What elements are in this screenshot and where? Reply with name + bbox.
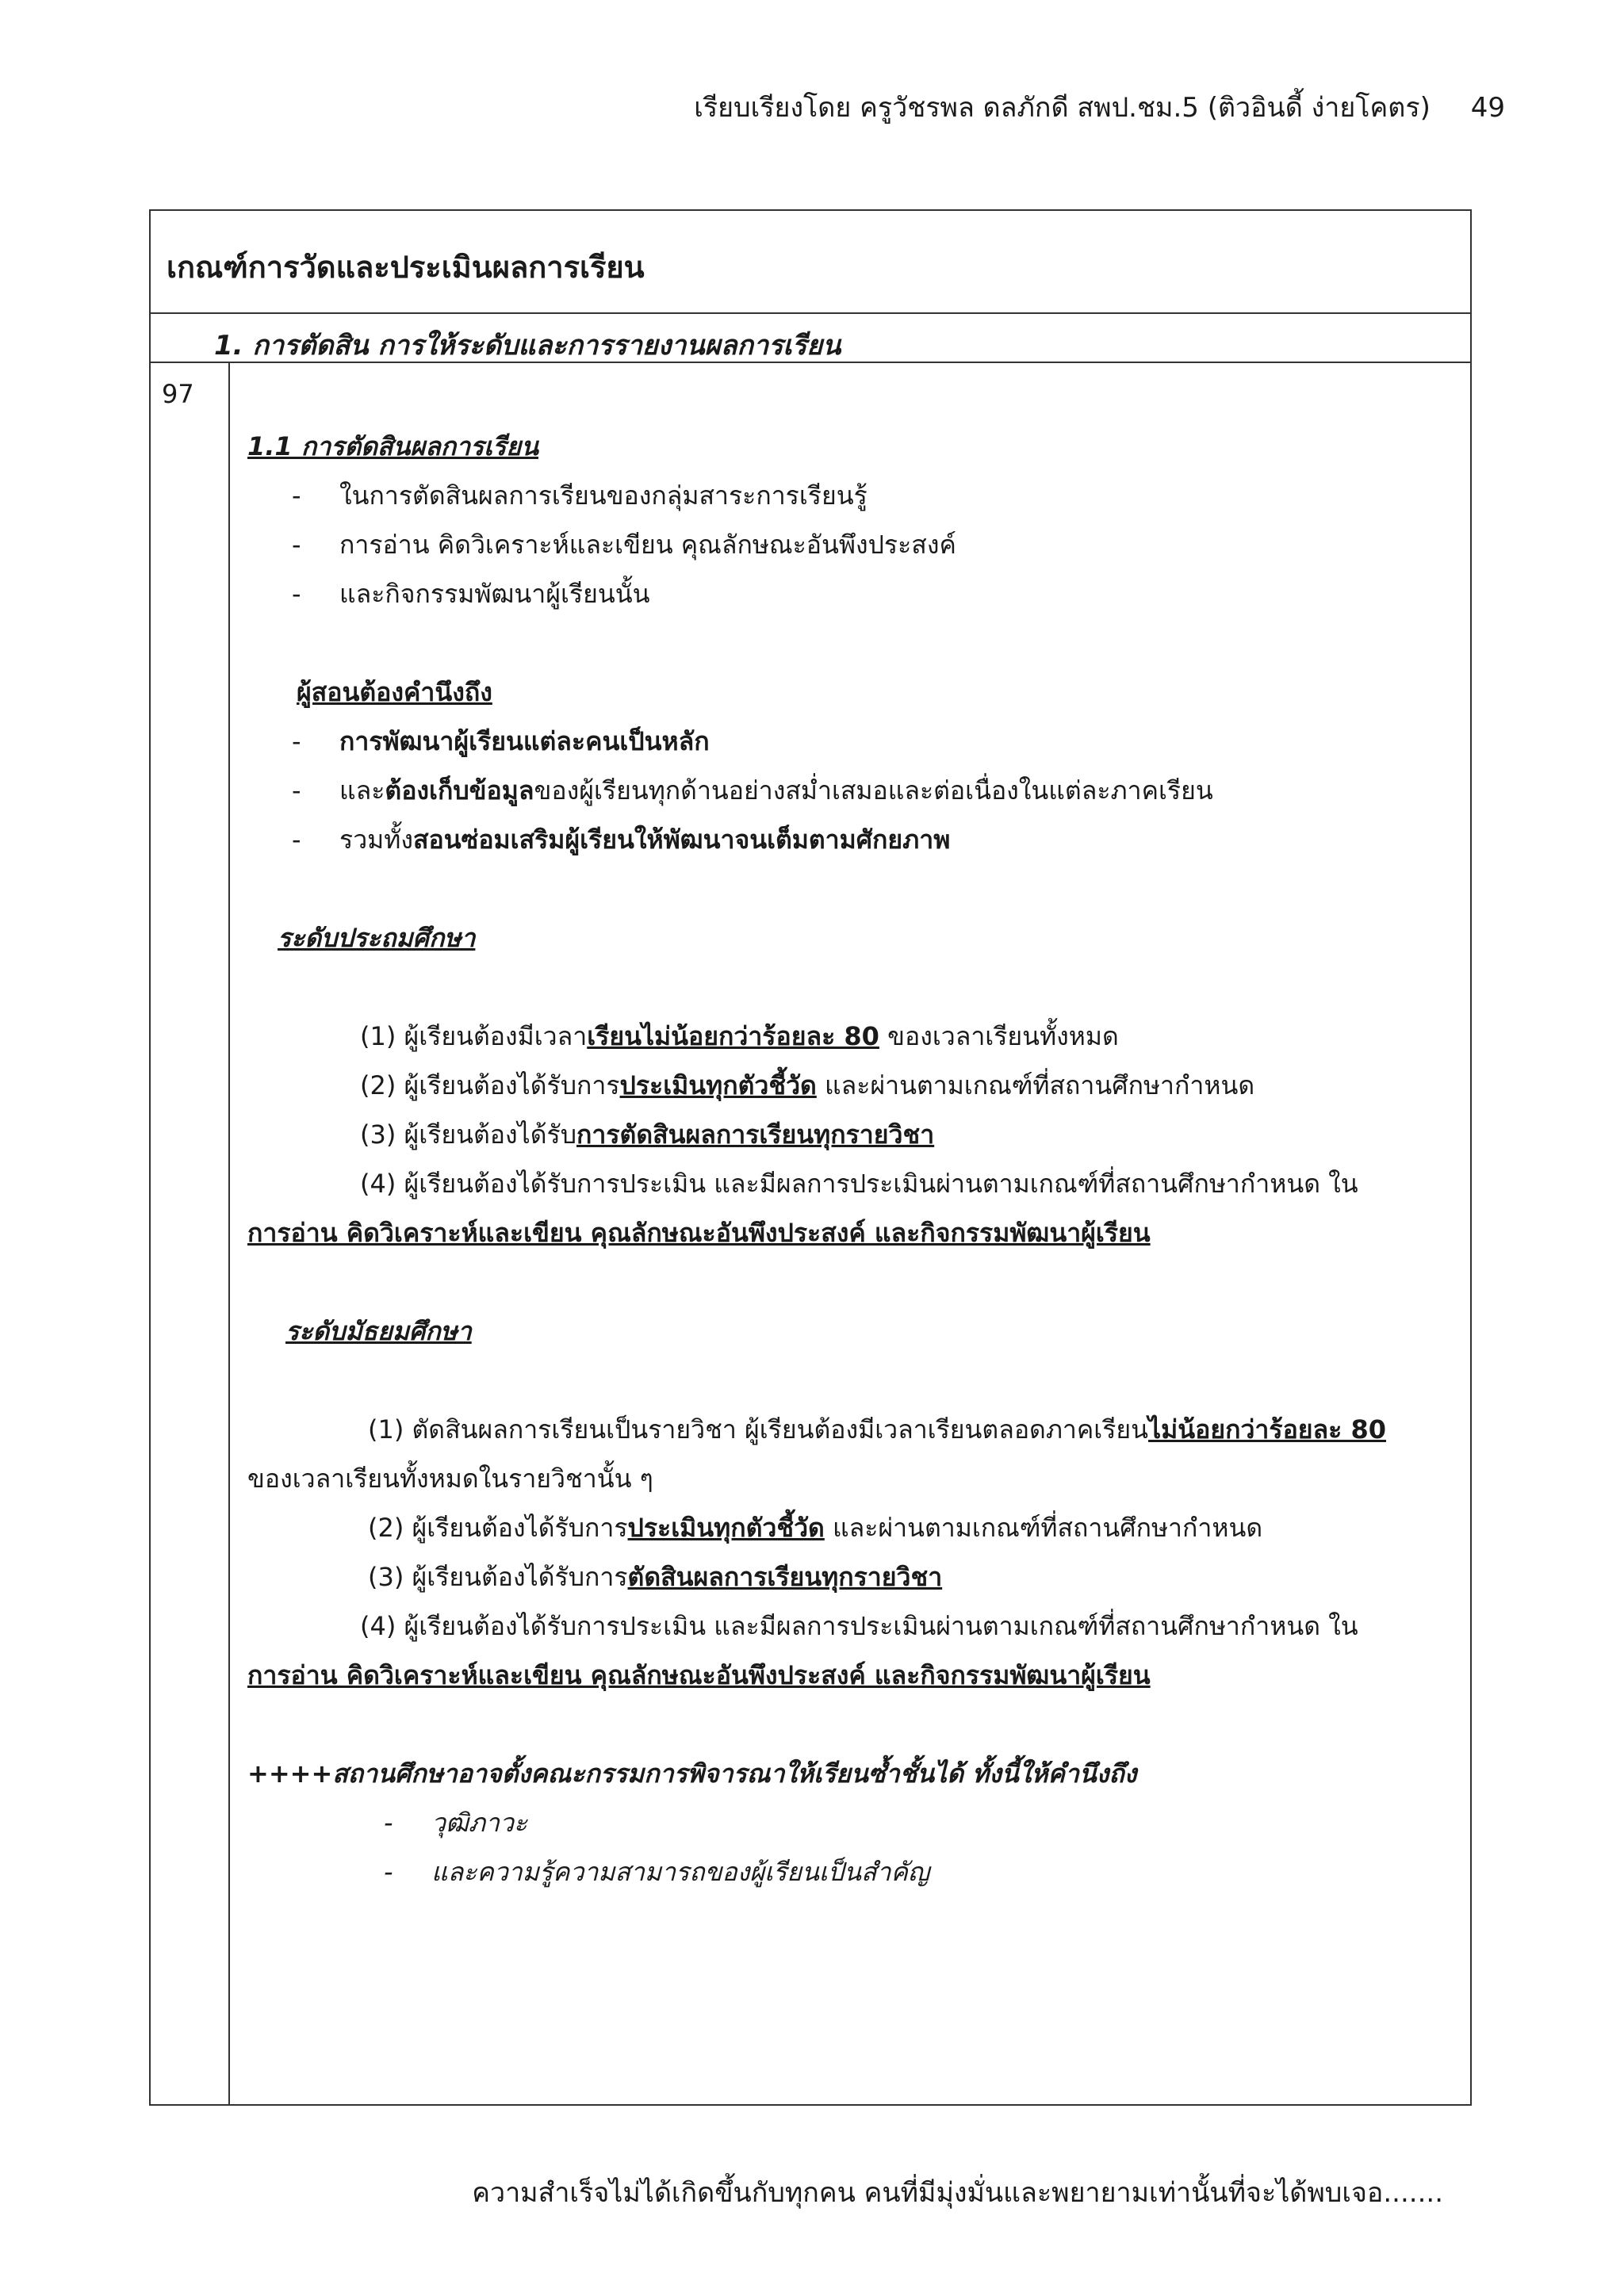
table-title: เกณฑ์การวัดและประเมินผลการเรียน bbox=[167, 250, 645, 285]
list-item: - ในการตัดสินผลการเรียนของกลุ่มสาระการเรียนรู้ bbox=[292, 480, 868, 511]
list-item: - การอ่าน คิดวิเคราะห์และเขียน คุณลักษณะอันพึงประสงค์ bbox=[292, 530, 956, 560]
list-item: - และต้องเก็บข้อมูลของผู้เรียนทุกด้านอย่างสม่ำเสมอและต่อเนื่องในแต่ละภาคเรียน bbox=[292, 775, 1213, 806]
list-item: - และกิจกรรมพัฒนาผู้เรียนนั้น bbox=[292, 579, 650, 609]
criteria-item: (1) ผู้เรียนต้องมีเวลาเรียนไม่น้อยกว่าร้อยละ 80 ของเวลาเรียนทั้งหมด bbox=[360, 1021, 1119, 1051]
section-heading: 1.1 การตัดสินผลการเรียน bbox=[247, 431, 538, 461]
criteria-item: (3) ผู้เรียนต้องได้รับการตัดสินผลการเรียนทุกรายวิชา bbox=[360, 1119, 935, 1150]
criteria-item-continued: การอ่าน คิดวิเคราะห์และเขียน คุณลักษณะอันพึงประสงค์ และกิจกรรมพัฒนาผู้เรียน bbox=[247, 1660, 1151, 1690]
criteria-item-continued: การอ่าน คิดวิเคราะห์และเขียน คุณลักษณะอันพึงประสงค์ และกิจกรรมพัฒนาผู้เรียน bbox=[247, 1218, 1151, 1248]
primary-heading: ระดับประถมศึกษา bbox=[278, 923, 476, 953]
criteria-item-continued: ของเวลาเรียนทั้งหมดในรายวิชานั้น ๆ bbox=[247, 1464, 653, 1494]
page-footer: ความสำเร็จไม่ได้เกิดขึ้นกับทุกคน คนที่มีมุ่งมั่นและพยายามเท่านั้นที่จะได้พบเจอ....... bbox=[472, 2177, 1443, 2209]
criteria-item: (3) ผู้เรียนต้องได้รับการตัดสินผลการเรียนทุกรายวิชา bbox=[368, 1562, 943, 1592]
criteria-item: (1) ตัดสินผลการเรียนเป็นรายวิชา ผู้เรียนต้องมีเวลาเรียนตลอดภาคเรียนไม่น้อยกว่าร้อยละ 80 bbox=[368, 1414, 1386, 1445]
list-item: - รวมทั้งสอนซ่อมเสริมผู้เรียนให้พัฒนาจนเต็มตามศักยภาพ bbox=[292, 825, 951, 855]
header-text: เรียบเรียงโดย ครูวัชรพล ดลภักดี สพป.ชม.5 (ติวอินดี้ ง่ายโคตร) bbox=[694, 92, 1431, 124]
page-number: 49 bbox=[1470, 92, 1505, 124]
page-header bbox=[694, 86, 1505, 128]
criteria-item: (2) ผู้เรียนต้องได้รับการประเมินทุกตัวชี้วัด และผ่านตามเกณฑ์ที่สถานศึกษากำหนด bbox=[368, 1513, 1263, 1543]
content-table bbox=[149, 209, 1472, 2106]
secondary-heading: ระดับมัธยมศึกษา bbox=[285, 1316, 472, 1346]
list-item: - วุฒิภาวะ bbox=[384, 1808, 528, 1838]
list-item: - และความรู้ความสามารถของผู้เรียนเป็นสำคัญ bbox=[384, 1857, 930, 1887]
content-body bbox=[151, 211, 1470, 2104]
list-item: - การพัฒนาผู้เรียนแต่ละคนเป็นหลัก bbox=[292, 726, 710, 756]
criteria-item: (4) ผู้เรียนต้องได้รับการประเมิน และมีผลการประเมินผ่านตามเกณฑ์ที่สถานศึกษากำหนด ใน bbox=[360, 1169, 1358, 1199]
repeat-heading: ++++สถานศึกษาอาจตั้งคณะกรรมการพิจารณาให้เรียนซ้ำชั้นได้ ทั้งนี้ให้คำนึงถึง bbox=[247, 1758, 1137, 1789]
criteria-item: (2) ผู้เรียนต้องได้รับการประเมินทุกตัวชี้วัด และผ่านตามเกณฑ์ที่สถานศึกษากำหนด bbox=[360, 1070, 1255, 1100]
table-subtitle: 1. การตัดสิน การให้ระดับและการรายงานผลการเรียน bbox=[214, 330, 841, 362]
criteria-item: (4) ผู้เรียนต้องได้รับการประเมิน และมีผลการประเมินผ่านตามเกณฑ์ที่สถานศึกษากำหนด ใน bbox=[360, 1611, 1358, 1641]
item-number: 97 bbox=[162, 379, 194, 409]
teacher-heading: ผู้สอนต้องคำนึงถึง bbox=[297, 677, 492, 707]
